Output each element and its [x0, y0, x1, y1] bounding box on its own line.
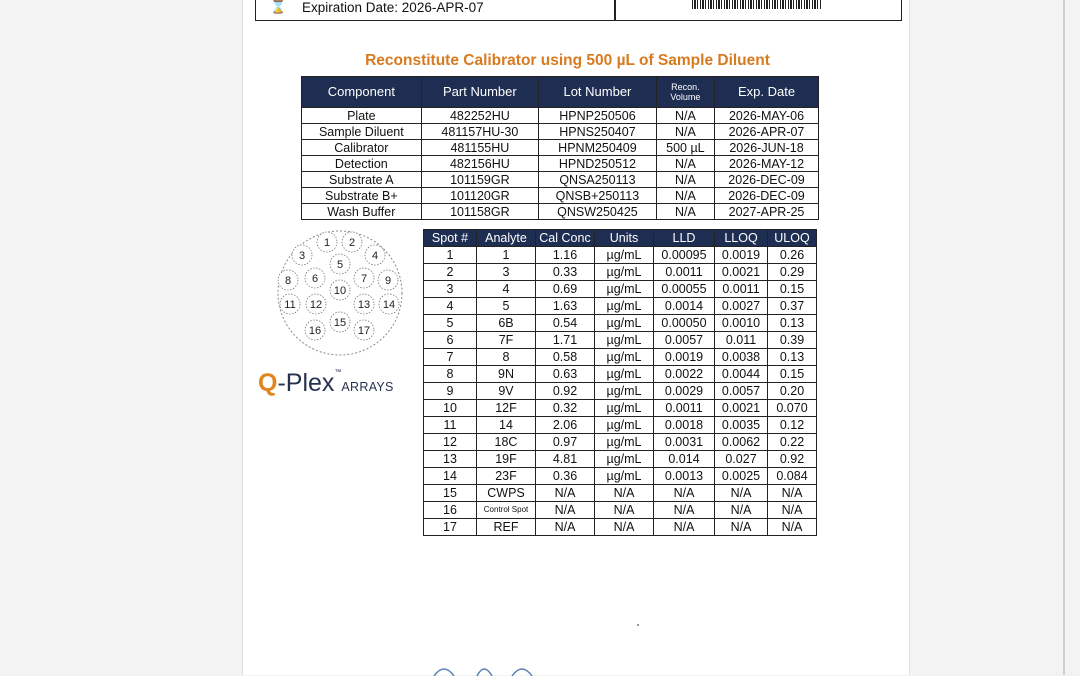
components-cell: HPNM250409	[539, 140, 657, 156]
spots-cell: 0.00055	[654, 281, 715, 298]
components-row	[302, 156, 819, 172]
spots-cell: 0.0013	[654, 468, 715, 485]
components-cell: 481157HU-30	[421, 124, 538, 140]
spots-cell: 0.0019	[715, 247, 768, 264]
spots-cell: µg/mL	[595, 366, 654, 383]
components-cell: 500 µL	[656, 140, 714, 156]
barcode	[692, 0, 822, 9]
spots-cell: N/A	[768, 519, 817, 536]
spots-cell: µg/mL	[595, 417, 654, 434]
components-row	[302, 140, 819, 156]
spots-cell: 1.63	[536, 298, 595, 315]
spots-cell: 0.29	[768, 264, 817, 281]
spots-cell: 0.070	[768, 400, 817, 417]
label-divider	[614, 0, 616, 20]
spots-row	[424, 349, 817, 366]
spots-cell: 0.0038	[715, 349, 768, 366]
components-cell: N/A	[656, 156, 714, 172]
label-box	[255, 0, 902, 21]
spots-cell: N/A	[536, 519, 595, 536]
spots-cell: 0.69	[536, 281, 595, 298]
spots-cell: 6	[424, 332, 477, 349]
spots-cell: 0.63	[536, 366, 595, 383]
spots-cell: 0.15	[768, 366, 817, 383]
spots-cell: µg/mL	[595, 383, 654, 400]
spots-row	[424, 400, 817, 417]
plate-spot-label: 13	[357, 299, 371, 311]
spots-cell: µg/mL	[595, 315, 654, 332]
spots-cell: 0.084	[768, 468, 817, 485]
spots-cell: 16	[424, 502, 477, 519]
spots-cell: µg/mL	[595, 332, 654, 349]
plate-spot-label: 5	[336, 259, 344, 271]
spots-header-6: ULOQ	[768, 230, 817, 247]
spots-cell: 0.0011	[715, 281, 768, 298]
components-cell: HPNP250506	[539, 108, 657, 124]
plate-spot-label: 1	[323, 237, 331, 249]
spots-cell: N/A	[715, 485, 768, 502]
qplex-logo	[258, 369, 394, 398]
spots-cell: 0.26	[768, 247, 817, 264]
components-cell: N/A	[656, 188, 714, 204]
components-cell: 481155HU	[421, 140, 538, 156]
logo-tm: ™	[334, 369, 342, 376]
spots-cell: 4.81	[536, 451, 595, 468]
components-header-4: Exp. Date	[715, 77, 819, 108]
spots-cell: 14	[477, 417, 536, 434]
spots-table	[423, 229, 817, 536]
spots-cell: 0.20	[768, 383, 817, 400]
spots-header-0: Spot #	[424, 230, 477, 247]
spots-cell: 0.0035	[715, 417, 768, 434]
spots-cell: N/A	[654, 519, 715, 536]
spots-row	[424, 468, 817, 485]
components-cell: 101159GR	[421, 172, 538, 188]
spots-cell: 0.36	[536, 468, 595, 485]
components-cell: Plate	[302, 108, 422, 124]
spots-cell: 18C	[477, 434, 536, 451]
spots-cell: 11	[424, 417, 477, 434]
spots-cell: N/A	[595, 519, 654, 536]
plate-spot-diagram	[269, 228, 411, 358]
spots-cell: 0.0044	[715, 366, 768, 383]
components-cell: 2027-APR-25	[715, 204, 819, 220]
spots-cell: 0.0021	[715, 264, 768, 281]
components-cell: N/A	[656, 204, 714, 220]
spots-header-4: LLD	[654, 230, 715, 247]
spots-row	[424, 434, 817, 451]
spots-cell: N/A	[595, 485, 654, 502]
spots-cell: N/A	[536, 502, 595, 519]
spots-cell: 4	[424, 298, 477, 315]
spots-cell: 0.15	[768, 281, 817, 298]
spots-cell: 1.71	[536, 332, 595, 349]
components-cell: HPND250512	[539, 156, 657, 172]
spots-cell: 0.32	[536, 400, 595, 417]
plate-spot-label: 6	[311, 273, 319, 285]
spots-cell: 0.0014	[654, 298, 715, 315]
spots-cell: 0.12	[768, 417, 817, 434]
spots-cell: 0.13	[768, 315, 817, 332]
components-cell: QNSA250113	[539, 172, 657, 188]
spots-cell: 0.0027	[715, 298, 768, 315]
spots-cell: µg/mL	[595, 468, 654, 485]
components-cell: N/A	[656, 124, 714, 140]
spots-cell: µg/mL	[595, 264, 654, 281]
spots-cell: N/A	[768, 502, 817, 519]
spots-cell: 1.16	[536, 247, 595, 264]
spots-cell: 0.0022	[654, 366, 715, 383]
spots-cell: N/A	[715, 519, 768, 536]
spots-cell: 0.97	[536, 434, 595, 451]
plate-spot-label: 10	[333, 285, 347, 297]
spots-row	[424, 519, 817, 536]
components-cell: 482252HU	[421, 108, 538, 124]
components-row	[302, 108, 819, 124]
logo-arrays: ARRAYS	[341, 380, 394, 394]
plate-spot-label: 12	[309, 299, 323, 311]
spots-cell: 0.22	[768, 434, 817, 451]
spots-row	[424, 332, 817, 349]
spots-cell: 15	[424, 485, 477, 502]
components-row	[302, 124, 819, 140]
spots-cell: 3	[424, 281, 477, 298]
components-cell: Substrate B+	[302, 188, 422, 204]
components-table	[301, 76, 819, 220]
spots-cell: 0.011	[715, 332, 768, 349]
spots-cell: 0.54	[536, 315, 595, 332]
spots-cell: 10	[424, 400, 477, 417]
spots-cell: 2.06	[536, 417, 595, 434]
spots-cell: 8	[477, 349, 536, 366]
plate-spot-label: 17	[357, 325, 371, 337]
spots-cell: 0.027	[715, 451, 768, 468]
spots-cell: N/A	[654, 502, 715, 519]
spots-row	[424, 298, 817, 315]
spots-cell: 5	[424, 315, 477, 332]
spots-cell: 0.0062	[715, 434, 768, 451]
spots-cell: 8	[424, 366, 477, 383]
spots-cell: 1	[424, 247, 477, 264]
components-cell: QNSB+250113	[539, 188, 657, 204]
spots-cell: µg/mL	[595, 281, 654, 298]
spots-row	[424, 502, 817, 519]
spots-cell: Control Spot	[477, 502, 536, 519]
components-cell: 482156HU	[421, 156, 538, 172]
spots-cell: 0.0010	[715, 315, 768, 332]
spots-row	[424, 264, 817, 281]
components-cell: HPNS250407	[539, 124, 657, 140]
spots-header-5: LLOQ	[715, 230, 768, 247]
spots-row	[424, 485, 817, 502]
spots-cell: 2	[424, 264, 477, 281]
spots-cell: 0.0057	[654, 332, 715, 349]
spots-cell: N/A	[654, 485, 715, 502]
spots-row	[424, 451, 817, 468]
components-row	[302, 172, 819, 188]
spots-cell: 0.13	[768, 349, 817, 366]
spots-cell: 0.58	[536, 349, 595, 366]
footer-logo-fragment	[432, 662, 537, 676]
plate-spot-label: 9	[384, 275, 392, 287]
components-header-0: Component	[302, 77, 422, 108]
spots-cell: 4	[477, 281, 536, 298]
plate-spot-label: 14	[382, 299, 396, 311]
spots-cell: 9N	[477, 366, 536, 383]
spots-header-3: Units	[595, 230, 654, 247]
spots-row	[424, 247, 817, 264]
components-cell: Calibrator	[302, 140, 422, 156]
components-cell: Wash Buffer	[302, 204, 422, 220]
spots-cell: µg/mL	[595, 434, 654, 451]
components-cell: 2026-DEC-09	[715, 172, 819, 188]
spots-cell: 0.00050	[654, 315, 715, 332]
plate-spot-label: 2	[348, 237, 356, 249]
spots-cell: µg/mL	[595, 349, 654, 366]
components-cell: 2026-MAY-06	[715, 108, 819, 124]
plate-spot-label: 4	[371, 250, 379, 262]
spots-cell: 3	[477, 264, 536, 281]
spots-row	[424, 366, 817, 383]
spots-cell: 6B	[477, 315, 536, 332]
spots-cell: 0.39	[768, 332, 817, 349]
spots-cell: 0.0011	[654, 264, 715, 281]
spots-cell: N/A	[715, 502, 768, 519]
spots-row	[424, 281, 817, 298]
spots-cell: µg/mL	[595, 247, 654, 264]
components-header-2: Lot Number	[539, 77, 657, 108]
spots-cell: 0.0019	[654, 349, 715, 366]
spots-cell: N/A	[768, 485, 817, 502]
spots-cell: 0.37	[768, 298, 817, 315]
plate-spot-label: 3	[298, 250, 306, 262]
spots-row	[424, 417, 817, 434]
spots-cell: 1	[477, 247, 536, 264]
spots-cell: 23F	[477, 468, 536, 485]
logo-plex: -Plex	[277, 369, 335, 397]
spots-cell: 0.0018	[654, 417, 715, 434]
components-cell: N/A	[656, 172, 714, 188]
plate-spot-label: 8	[284, 275, 292, 287]
spots-cell: µg/mL	[595, 451, 654, 468]
spots-cell: 0.0029	[654, 383, 715, 400]
spots-cell: 5	[477, 298, 536, 315]
components-header-1: Part Number	[421, 77, 538, 108]
components-header-3: Recon. Volume	[656, 77, 714, 108]
spots-cell: REF	[477, 519, 536, 536]
components-row	[302, 188, 819, 204]
page-edge	[1063, 0, 1065, 675]
spots-cell: 0.0057	[715, 383, 768, 400]
spots-cell: 9V	[477, 383, 536, 400]
components-cell: 2026-APR-07	[715, 124, 819, 140]
spots-cell: 0.92	[768, 451, 817, 468]
spots-cell: 12F	[477, 400, 536, 417]
spots-cell: N/A	[595, 502, 654, 519]
spots-cell: 7	[424, 349, 477, 366]
components-cell: Substrate A	[302, 172, 422, 188]
spots-row	[424, 315, 817, 332]
spots-cell: 0.33	[536, 264, 595, 281]
spots-cell: 19F	[477, 451, 536, 468]
spots-cell: N/A	[536, 485, 595, 502]
spots-cell: 14	[424, 468, 477, 485]
components-cell: 101158GR	[421, 204, 538, 220]
spots-cell: 7F	[477, 332, 536, 349]
spots-cell: 0.0021	[715, 400, 768, 417]
reconstitution-heading: Reconstitute Calibrator using 500 µL of Sample Diluent	[365, 52, 770, 69]
spots-cell: µg/mL	[595, 400, 654, 417]
spots-cell: 0.00095	[654, 247, 715, 264]
components-cell: 101120GR	[421, 188, 538, 204]
spots-cell: CWPS	[477, 485, 536, 502]
hourglass-icon: ⌛	[270, 0, 287, 14]
plate-spot-label: 11	[284, 299, 296, 311]
components-cell: 2026-JUN-18	[715, 140, 819, 156]
components-row	[302, 204, 819, 220]
plate-spot-label: 15	[333, 317, 347, 329]
plate-spot-label: 16	[308, 325, 322, 337]
components-cell: N/A	[656, 108, 714, 124]
spots-cell: 0.0025	[715, 468, 768, 485]
spots-cell: 13	[424, 451, 477, 468]
spots-cell: 12	[424, 434, 477, 451]
spots-header-1: Analyte	[477, 230, 536, 247]
spots-row	[424, 383, 817, 400]
components-cell: 2026-DEC-09	[715, 188, 819, 204]
plate-spot-label: 7	[360, 273, 368, 285]
components-cell: 2026-MAY-12	[715, 156, 819, 172]
spots-cell: 0.92	[536, 383, 595, 400]
spots-cell: 0.014	[654, 451, 715, 468]
components-cell: QNSW250425	[539, 204, 657, 220]
spots-cell: 0.0011	[654, 400, 715, 417]
spots-cell: 17	[424, 519, 477, 536]
spots-cell: 0.0031	[654, 434, 715, 451]
logo-q: Q	[258, 369, 278, 397]
spots-cell: 9	[424, 383, 477, 400]
components-cell: Detection	[302, 156, 422, 172]
expiration-date: Expiration Date: 2026-APR-07	[302, 0, 484, 15]
spots-cell: µg/mL	[595, 298, 654, 315]
spots-header-2: Cal Conc	[536, 230, 595, 247]
scan-speck	[637, 624, 639, 626]
components-cell: Sample Diluent	[302, 124, 422, 140]
